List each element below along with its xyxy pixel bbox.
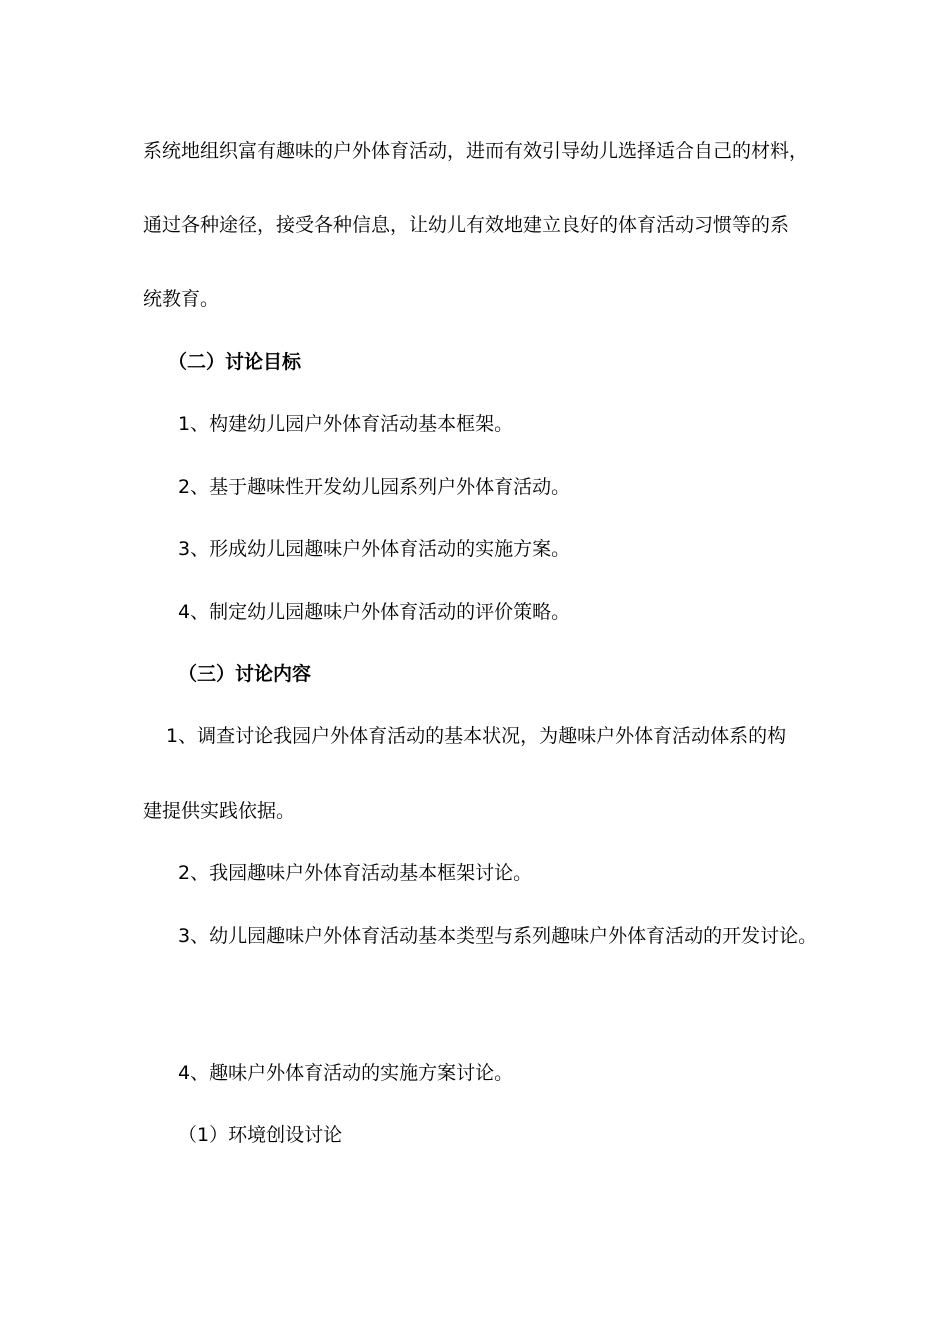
- paragraph-line: 通过各种途径，接受各种信息，让幼儿有效地建立良好的体育活动习惯等的系: [143, 214, 790, 236]
- list-item: 2、基于趣味性开发幼儿园系列户外体育活动。: [178, 476, 571, 498]
- list-item: 2、我园趣味户外体育活动基本框架讨论。: [178, 862, 533, 884]
- list-item: 3、形成幼儿园趣味户外体育活动的实施方案。: [178, 538, 571, 560]
- paragraph-line: 统教育。: [143, 288, 220, 310]
- section-heading: （二）讨论目标: [168, 351, 302, 373]
- section-heading: （三）讨论内容: [178, 663, 312, 685]
- list-item: 4、趣味户外体育活动的实施方案讨论。: [178, 1062, 514, 1084]
- list-item: 4、制定幼儿园趣味户外体育活动的评价策略。: [178, 601, 571, 623]
- list-item-continuation: 建提供实践依据。: [143, 800, 296, 822]
- list-item: 1、调查讨论我园户外体育活动的基本状况，为趣味户外体育活动体系的构: [166, 725, 787, 747]
- list-item: 3、幼儿园趣味户外体育活动基本类型与系列趣味户外体育活动的开发讨论。: [178, 925, 818, 947]
- list-item: 1、构建幼儿园户外体育活动基本框架。: [178, 413, 514, 435]
- paragraph-line: 系统地组织富有趣味的户外体育活动，进而有效引导幼儿选择适合自己的材料，: [143, 140, 809, 162]
- sub-item: （1）环境创设讨论: [178, 1124, 343, 1146]
